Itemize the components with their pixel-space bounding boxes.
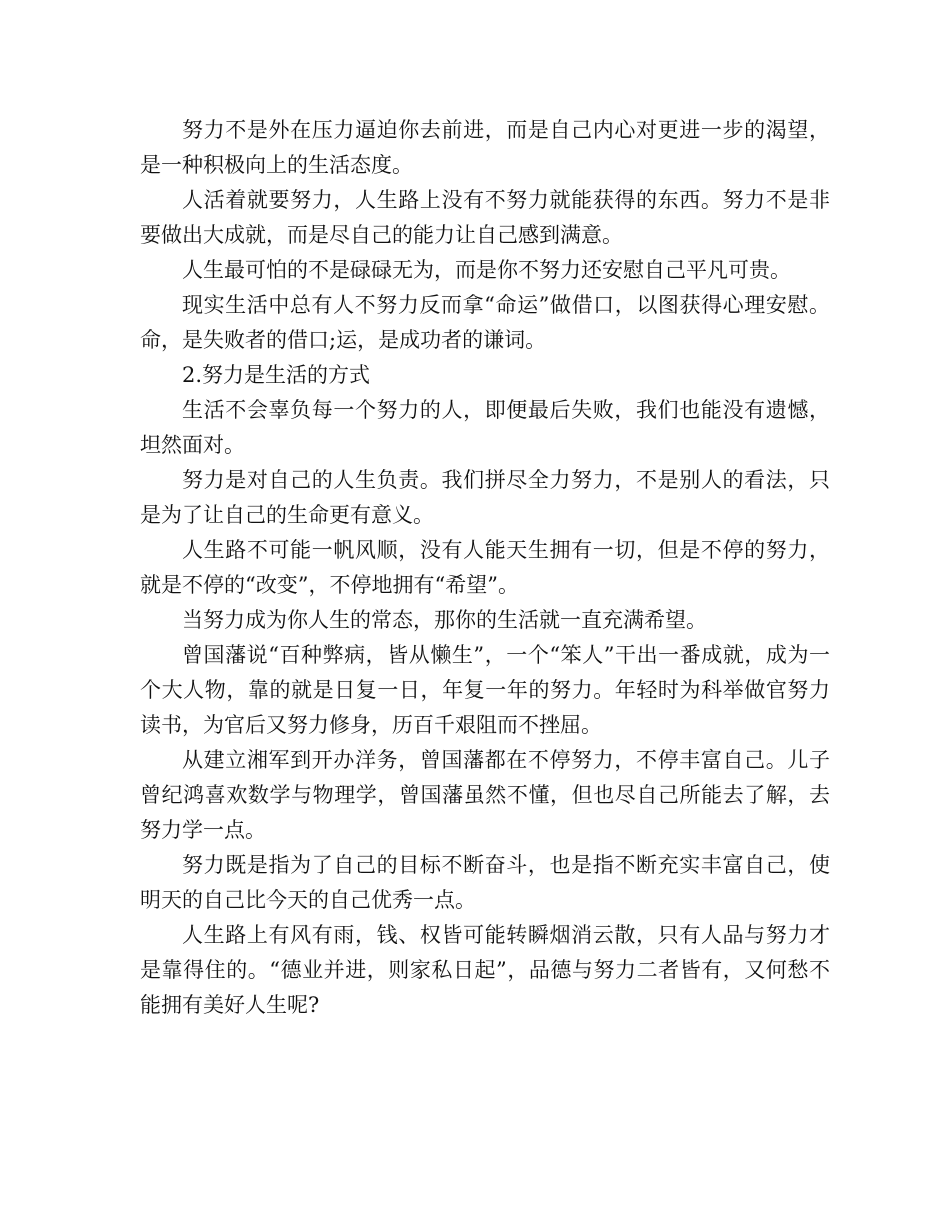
paragraph: 人生最可怕的不是碌碌无为，而是你不努力还安慰自己平凡可贵。	[182, 258, 791, 282]
paragraph: 曾国藩说“百种弊病，皆从懒生”，一个“笨人”干出一番成就，成为一个大人物，靠的就是日复一日，年复一年的努力。年轻时为科举做官努力读书，为官后又努力修身，历百千艰阻而不挫屈。	[140, 643, 830, 737]
paragraph: 生活不会辜负每一个努力的人，即便最后失败，我们也能没有遗憾，坦然面对。	[140, 398, 830, 457]
document-page	[140, 113, 830, 1023]
paragraph: 从建立湘军到开办洋务，曾国藩都在不停努力，不停丰富自己。儿子曾纪鸿喜欢数学与物理学，曾国藩虽然不懂，但也尽自己所能去了解，去努力学一点。	[140, 748, 830, 842]
paragraph: 努力不是外在压力逼迫你去前进，而是自己内心对更进一步的渴望，是一种积极向上的生活态度。	[140, 118, 830, 177]
paragraph: 人生路不可能一帆风顺，没有人能天生拥有一切，但是不停的努力，就是不停的“改变”，不停地拥有“希望”。	[140, 538, 830, 597]
paragraph: 努力是对自己的人生负责。我们拼尽全力努力，不是别人的看法，只是为了让自己的生命更有意义。	[140, 468, 830, 527]
paragraph: 人生路上有风有雨，钱、权皆可能转瞬烟消云散，只有人品与努力才是靠得住的。“德业并进，则家私日起”，品德与努力二者皆有，又何愁不能拥有美好人生呢?	[140, 923, 830, 1017]
section-heading: 2.努力是生活的方式	[182, 363, 371, 387]
paragraph: 努力既是指为了自己的目标不断奋斗，也是指不断充实丰富自己，使明天的自己比今天的自己优秀一点。	[140, 853, 830, 912]
paragraph: 人活着就要努力，人生路上没有不努力就能获得的东西。努力不是非要做出大成就，而是尽自己的能力让自己感到满意。	[140, 188, 830, 247]
paragraph: 现实生活中总有人不努力反而拿“命运”做借口，以图获得心理安慰。命，是失败者的借口;运，是成功者的谦词。	[140, 293, 830, 352]
paragraph: 当努力成为你人生的常态，那你的生活就一直充满希望。	[182, 608, 707, 632]
